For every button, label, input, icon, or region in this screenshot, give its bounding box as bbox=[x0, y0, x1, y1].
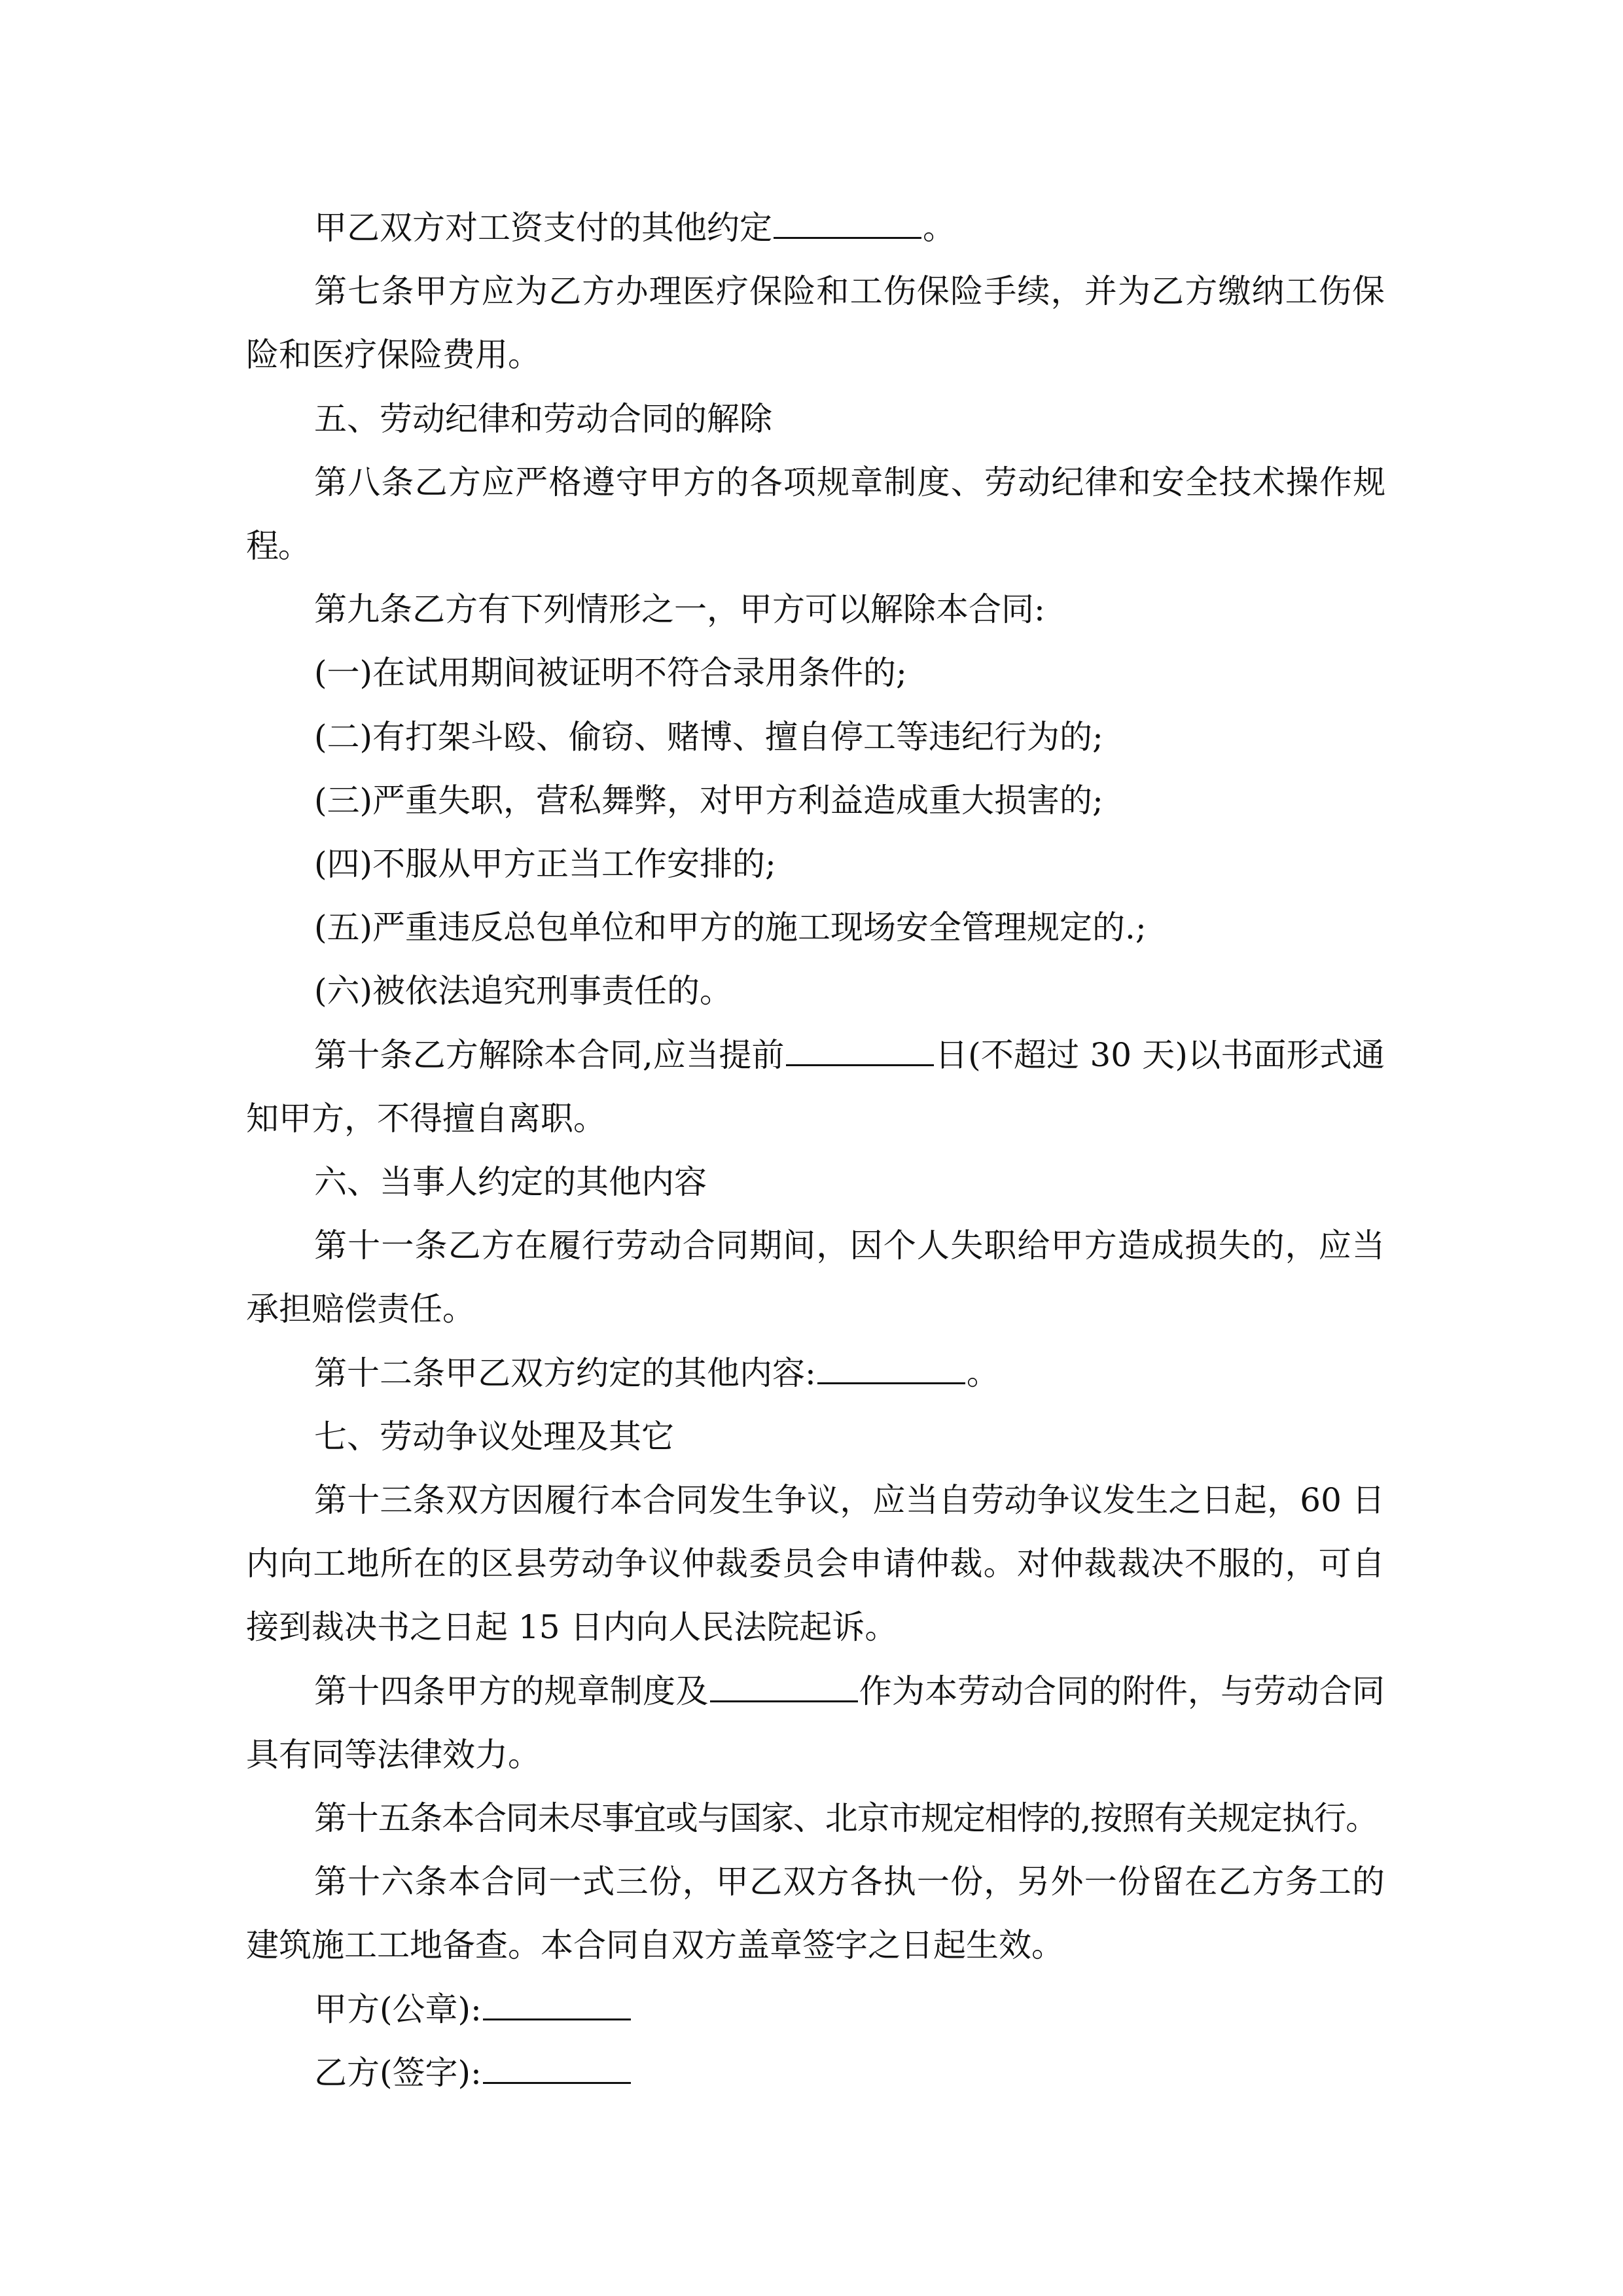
signature-party-b: 乙方(签字): bbox=[246, 2041, 1385, 2105]
paragraph-article-16: 第十六条本合同一式三份，甲乙双方各执一份，另外一份留在乙方务工的建筑施工工地备查。本合同自双方盖章签字之日起生效。 bbox=[246, 1863, 1385, 1965]
fill-in-blank bbox=[774, 236, 921, 239]
list-item-6: (六)被依法追究刑事责任的。 bbox=[314, 972, 733, 1011]
list-item-2: (二)有打架斗殴、偷窃、赌博、擅自停工等违纪行为的; bbox=[314, 717, 1103, 756]
paragraph-wage-other-terms: 甲乙双方对工资支付的其他约定 。 bbox=[314, 209, 955, 247]
paragraph-article-12: 第十二条甲乙双方约定的其他内容: 。 bbox=[314, 1354, 999, 1392]
paragraph-article-8: 第八条乙方应严格遵守甲方的各项规章制度、劳动纪律和安全技术操作规程。 bbox=[246, 463, 1385, 565]
paragraph-article-15: 第十五条本合同未尽事宜或与国家、北京市规定相悖的,按照有关规定执行。 bbox=[314, 1799, 1378, 1838]
fill-in-blank bbox=[817, 1382, 965, 1384]
paragraph-article-13: 第十三条双方因履行本合同发生争议，应当自劳动争议发生之日起，60 日内向工地所在的区县劳动争议仲裁委员会申请仲裁。对仲裁裁决不服的，可自接到裁决书之日起 15 日内向人民法院起诉。 bbox=[246, 1481, 1385, 1647]
paragraph-article-7: 第七条甲方应为乙方办理医疗保险和工伤保险手续，并为乙方缴纳工伤保险和医疗保险费用。 bbox=[246, 272, 1385, 374]
paragraph-article-14: 第十四条甲方的规章制度及 作为本劳动合同的附件，与劳动合同具有同等法律效力。 bbox=[246, 1672, 1385, 1774]
fill-in-blank bbox=[710, 1700, 858, 1702]
list-item-4: (四)不服从甲方正当工作安排的; bbox=[314, 845, 776, 884]
paragraph-article-10: 第十条乙方解除本合同,应当提前 日(不超过 30 天)以书面形式通知甲方，不得擅自离职。 bbox=[246, 1035, 1385, 1138]
contract-body bbox=[246, 196, 1385, 2105]
list-item-3: (三)严重失职，营私舞弊，对甲方利益造成重大损害的; bbox=[314, 781, 1103, 819]
signature-line bbox=[483, 2081, 631, 2084]
section-heading-5: 五、劳动纪律和劳动合同的解除 bbox=[314, 399, 772, 438]
signature-party-a: 甲方(公章): bbox=[246, 1978, 1385, 2041]
signature-line bbox=[483, 2018, 631, 2020]
fill-in-blank bbox=[786, 1064, 934, 1066]
section-heading-7: 七、劳动争议处理及其它 bbox=[314, 1417, 674, 1456]
paragraph-article-9: 第九条乙方有下列情形之一，甲方可以解除本合同: bbox=[314, 590, 1045, 629]
section-heading-6: 六、当事人约定的其他内容 bbox=[314, 1163, 707, 1202]
list-item-1: (一)在试用期间被证明不符合录用条件的; bbox=[314, 654, 907, 692]
paragraph-article-11: 第十一条乙方在履行劳动合同期间，因个人失职给甲方造成损失的，应当承担赔偿责任。 bbox=[246, 1227, 1385, 1329]
list-item-5: (五)严重违反总包单位和甲方的施工现场安全管理规定的.; bbox=[314, 908, 1147, 947]
